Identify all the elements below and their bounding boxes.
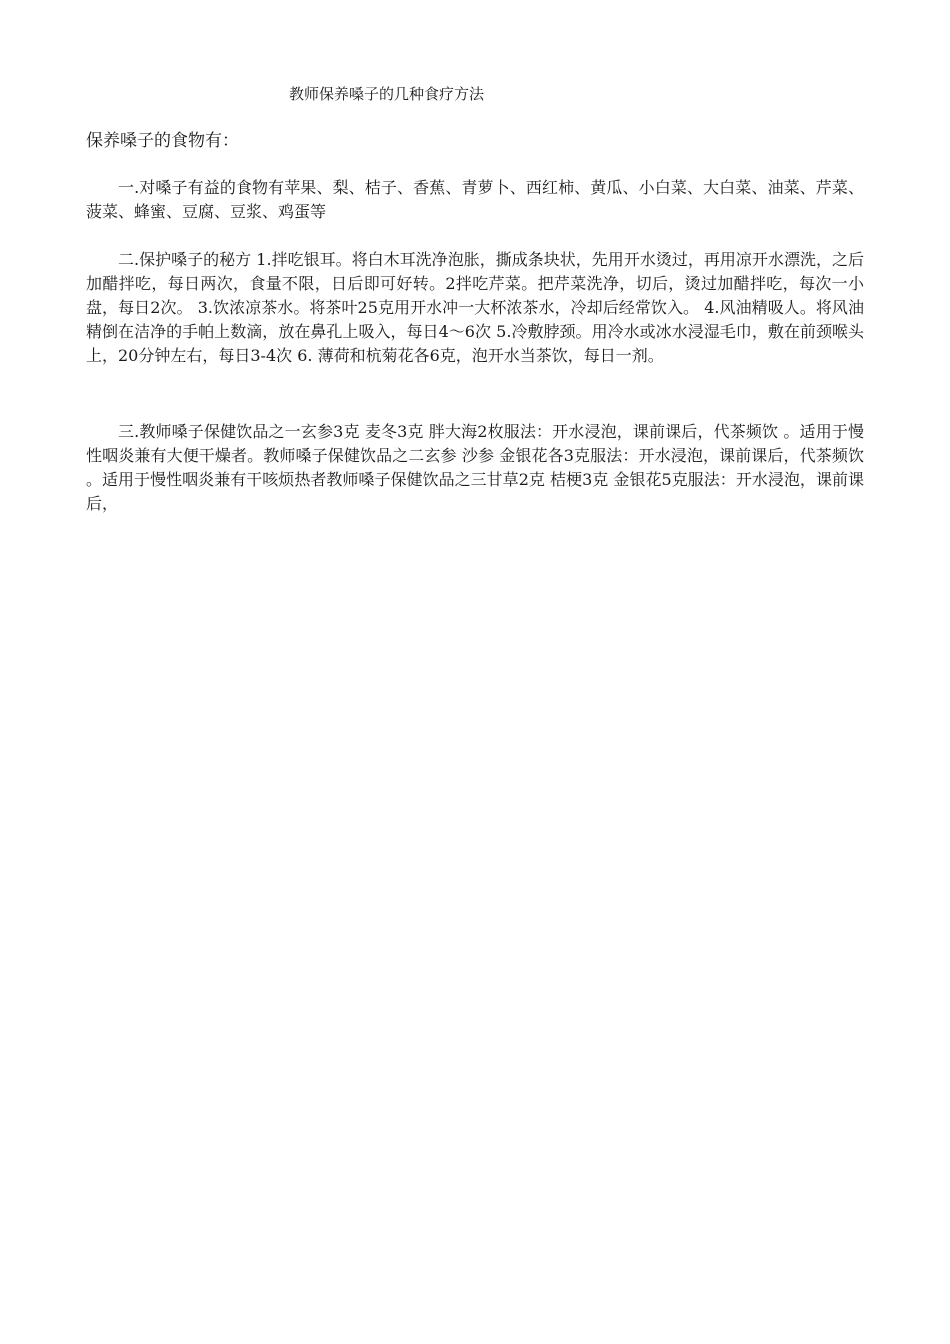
paragraph-throat-remedies: 二.保护嗓子的秘方 1.拌吃银耳。将白木耳洗净泡胀，撕成条块状，先用开水烫过，再用凉开水漂洗，之后加醋拌吃，每日两次，食量不限，日后即可好转。2拌吃芹菜。把芹菜洗净，切后，烫过加醋拌吃，每次一小盘，每日2次。 3.饮浓凉茶水。将茶叶25克用开水冲一大杯浓茶水，冷却后经常饮入。 4.风油精吸人。将风油精倒在洁净的手帕上数滴，放在鼻孔上吸入，每日4～6次 5.冷敷脖颈。用冷水或冰水浸湿毛巾，敷在前颈喉头上，20分钟左右，每日3-4次 6. 薄荷和杭菊花各6克，泡开水当茶饮，每日一剂。 — [86, 250, 864, 365]
document-title: 教师保养嗓子的几种食疗方法 — [289, 85, 485, 103]
paragraph-health-drinks: 三.教师嗓子保健饮品之一玄参3克 麦冬3克 胖大海2枚服法：开水浸泡，课前课后，代茶频饮 。适用于慢性咽炎兼有大便干燥者。教师嗓子保健饮品之二玄参 沙参 金银花各3克服法：开水浸泡，课前课后，代茶频饮 。适用于慢性咽炎兼有干咳烦热者教师嗓子保健饮品之三甘草2克 桔梗3克 金银花5克服法：开水浸泡，课前课后， — [86, 422, 864, 513]
paragraph-beneficial-foods: 一.对嗓子有益的食物有苹果、梨、桔子、香蕉、青萝卜、西红柿、黄瓜、小白菜、大白菜、油菜、芹菜、菠菜、蜂蜜、豆腐、豆浆、鸡蛋等 — [86, 178, 864, 221]
section-heading: 保养嗓子的食物有： — [86, 131, 239, 151]
